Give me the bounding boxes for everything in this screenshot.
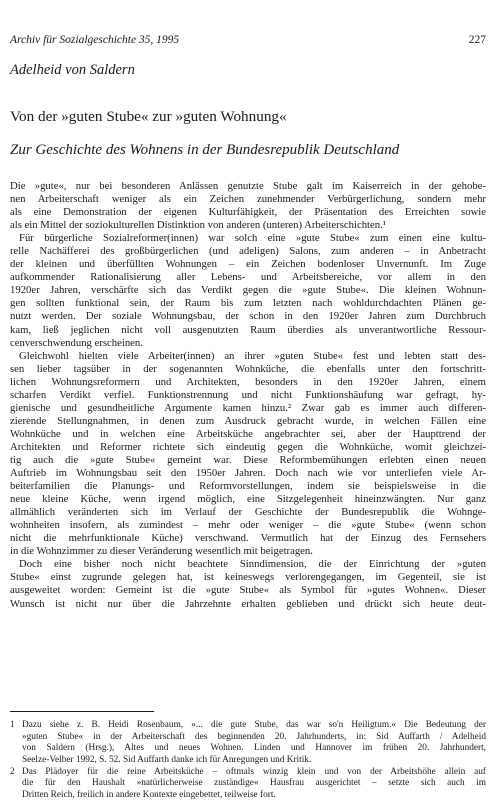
footnotes xyxy=(10,720,486,802)
footnote-number: 2 xyxy=(10,766,15,777)
body-line: nen Arbeiterschaft weniger als ein Zeichen zunehmender Verbürgerlichung, sondern mehr xyxy=(10,193,486,206)
footnote-line xyxy=(10,778,486,790)
body-line: nicht die mehrfunktionale Küche) verschwand. Vermutlich hat der Einzug des Fernsehers xyxy=(10,532,486,545)
body-line: allmählich veränderten sich im Verlauf der Geschichte der Bundesrepublik die Wohnge- xyxy=(10,506,486,519)
footnote-line xyxy=(10,755,486,767)
body-line: kam, ließ jeglichen nicht voll ausgenutzten Raum überdies als unverantwortliche Ressour- xyxy=(10,323,486,336)
body-line: beiterfamilien die Planungs- und Reformvorstellungen, indem sie beispielsweise in die xyxy=(10,480,486,493)
body-line: lichen Wohnungsreformern und Architekten, besonders in den 1920er Jahren, einem xyxy=(10,375,486,388)
body-line: nutzt werden. Der soziale Wohnungsbau, der schon in den 1920er Jahren zum Durchbruch xyxy=(10,310,486,323)
body-line: als eine Demonstration der eigenen Kulturfähigkeit, der Präsentation des Erreichten sowie xyxy=(10,206,486,219)
footnote-text: Das Plädoyer für die reine Arbeitsküche – oftmals winzig klein und von der Arbeitshöhe allein auf xyxy=(22,766,486,777)
body-line: Die »gute«, nur bei besonderen Anlässen genutzte Stube galt im Kaiserreich in der gehobe- xyxy=(10,180,486,192)
body-line: in die Wohnzimmer zu dieser Veränderung wesentlich mit beigetragen. xyxy=(10,545,313,558)
body-line: Wunsch ist nicht nur über die Jahrzehnte erhalten geblieben und drückt sich heute deut- xyxy=(10,597,486,610)
page-number: 227 xyxy=(468,34,486,46)
body-line: scharfen Verdikt verfiel. Funktionstrennung und nicht Funktionshäufung war gefragt, hy- xyxy=(10,388,486,401)
body-line: Gleichwohl hielten viele Arbeiter(innen) an ihrer »guten Stube« fest und lebten statt des- xyxy=(19,349,486,362)
body-line: Doch eine bisher noch nicht beachtete Sinndimension, die der Einrichtung der »guten xyxy=(19,558,486,571)
body-line: cenverschwendung erscheinen. xyxy=(10,336,143,349)
footnote-line xyxy=(10,732,486,744)
footnote-text: von Saldern (Hrsg.), Altes und neues Wohnen. Linden und Hannover im frühen 20. Jahrhundert, xyxy=(22,743,486,754)
running-header xyxy=(10,34,486,50)
footnote-text: »guten Stube« in der Arbeiterschaft des beginnenden 20. Jahrhunderts, in: Sid Auffarth / Adelheid xyxy=(22,731,486,742)
footnote-text: die für den Haushalt »natürlicherweise zuständige« Hausfrau ausgerichtet – setzte sich auch im xyxy=(22,778,486,789)
body-line: Stube« einst zugrunde gelegen hat, ist keineswegs verlorengegangen, im Gegenteil, sie ist xyxy=(10,571,486,584)
article-subtitle: Zur Geschichte des Wohnens in der Bundesrepublik Deutschland xyxy=(10,142,400,158)
body-line: Für bürgerliche Sozialreformer(innen) war solch eine »gute Stube« zum einen eine kultu- xyxy=(19,232,486,245)
footnote-number: 1 xyxy=(10,720,15,730)
body-line: sen lieber tagsüber in der sogenannten Wohnküche, die ebenfalls unter den fortschritt- xyxy=(10,362,486,375)
body-line: der kleinen und überfüllten Wohnungen – ein Zeichen bodenloser Unvernunft. Im Zuge xyxy=(10,258,486,271)
footnote-line xyxy=(10,767,486,779)
body-line: ausgeweitet worden: Gemeint ist die »gute Stube« als Symbol für »gutes Wohnen«. Dieser xyxy=(10,584,486,597)
footnote-line xyxy=(10,790,486,802)
body-line: als ein Mittel der soziokulturellen Distinktion von anderen (unteren) Arbeiterschichten.¹ xyxy=(10,219,386,232)
footnote-line xyxy=(10,720,486,732)
body-line: Auftrieb im Wohnungsbau seit den 1950er Jahren. Doch nach wie vor unterliefen viele Ar- xyxy=(10,467,486,480)
body-line: Wohnküche und in welchen eine Arbeitsküche angebrachter sei, aber der Haupttrend der xyxy=(10,427,486,440)
body-line: wohnheiten insofern, als zumindest – mehr oder weniger – die »gute Stube« (wenn schon xyxy=(10,519,486,532)
body-line: gen sollten funktional sein, der Raum bis zum letzten nach wohldurchdachten Plänen ge- xyxy=(10,297,486,310)
body-line: gienische und gesundheitliche Argumente kamen hinzu.² Zwar gab es immer auch differen- xyxy=(10,401,486,414)
footnote-text: Dritten Reich, freilich in andere Kontexte eingebettet, teilweise fort. xyxy=(22,790,276,801)
footnote-line xyxy=(10,743,486,755)
footnote-text: Dazu siehe z. B. Heidi Rosenbaum, »... die gute Stube, das war so'n Heiligtum.« Die Bedeutung der xyxy=(22,720,486,730)
body-line: 1920er Jahren, verschärfte sich das Verdikt gegen die »gute Stube«. Die kleinen Wohnun- xyxy=(10,284,486,297)
body-line: aufkommender Rationalisierung aller Lebens- und Arbeitsbereiche, vor allem in den xyxy=(10,271,486,284)
author-name: Adelheid von Saldern xyxy=(10,62,135,78)
footnote-text: Seelze-Velber 1992, S. 52. Sid Auffarth danke ich für Anregungen und Kritik. xyxy=(22,755,312,766)
footnote-rule xyxy=(10,711,154,712)
journal-title: Archiv für Sozialgeschichte 35, 1995 xyxy=(10,34,180,46)
body-line: tig auch die »gute Stube« gemeint war. Diese Reformbemühungen erlebten einen neuen xyxy=(10,453,486,466)
article-title: Von der »guten Stube« zur »guten Wohnung« xyxy=(10,108,287,125)
body-line: Architekten und Reformer richtete sich eindeutig gegen die Wohnküche, womit gleichzei- xyxy=(10,440,486,453)
body-text xyxy=(10,180,486,611)
body-line: neue kleine Küche, wenn irgend möglich, eine Sitzgelegenheit hineinzwängten. Nur ganz xyxy=(10,493,486,506)
body-line: zierende Stellungnahmen, in denen zum Ausdruck gebracht wurde, in welchen Fällen eine xyxy=(10,414,486,427)
body-line: relle Nachäfferei des großbürgerlichen (und adeligen) Salons, zum anderen – in Anbetracht xyxy=(10,245,486,258)
